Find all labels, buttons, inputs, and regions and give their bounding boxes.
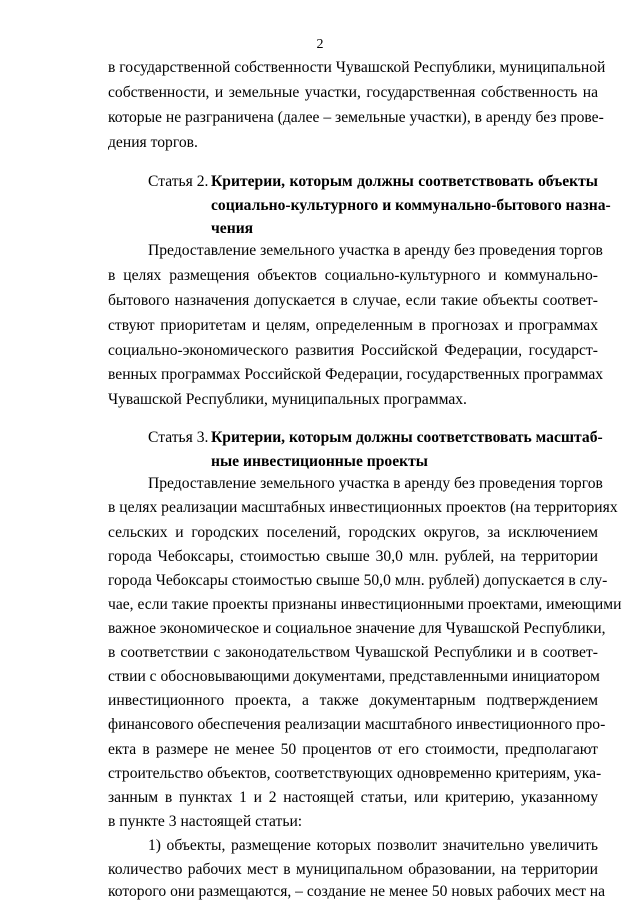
article-3-item-1-line: количество рабочих мест в муниципальном образовании, на территории xyxy=(108,861,598,878)
article-2-title-line: чения xyxy=(211,220,254,237)
intro-line: собственности, и земельные участки, государственная собственность на xyxy=(108,84,598,101)
article-3-body-line: города Чебоксары, стоимостью свыше 30,0 млн. рублей, на территории xyxy=(108,548,598,565)
article-3-body-line: Предоставление земельного участка в аренду без проведения торгов xyxy=(148,475,603,492)
page-number: 2 xyxy=(316,37,324,52)
article-3-title-line: Критерии, которым должны соответствовать масштаб- xyxy=(211,429,603,446)
article-3-body-line: екта в размере не менее 50 процентов от его стоимости, предполагают xyxy=(108,741,598,758)
article-2-body-line: ствуют приоритетам и целям, определенным в прогнозах и программах xyxy=(108,317,598,334)
article-3-body-line: в пункте 3 настоящей статьи: xyxy=(108,813,303,830)
article-3-body-line: ствии с обосновывающими документами, представленными инициатором xyxy=(108,668,600,685)
article-3-body-line: важное экономическое и социальное значение для Чувашской Республики, xyxy=(108,620,606,637)
article-2-body-line: Чувашской Республики, муниципальных программах. xyxy=(108,391,467,408)
article-3-item-1-line: 1) объекты, размещение которых позволит значительно увеличить xyxy=(148,837,598,854)
article-3-body-line: занным в пунктах 1 и 2 настоящей статьи, или критерию, указанному xyxy=(108,789,598,806)
article-3-item-1-line: которого они размещаются, – создание не менее 50 новых рабочих мест на xyxy=(108,883,606,900)
article-2-body-line: социально-экономического развития Российской Федерации, государст- xyxy=(108,342,598,359)
article-2-body-line: венных программах Российской Федерации, государственных программах xyxy=(108,366,604,383)
article-3-label: Статья 3. xyxy=(148,429,209,446)
article-3-body-line: города Чебоксары стоимостью свыше 50,0 млн. рублей) допускается в слу- xyxy=(108,572,608,589)
intro-line: которые не разграничена (далее – земельные участки), в аренду без прове- xyxy=(108,109,604,126)
article-2-body-line: Предоставление земельного участка в аренду без проведения торгов xyxy=(148,242,603,259)
article-3-body-line: чае, если такие проекты признаны инвестиционными проектами, имеющими xyxy=(108,596,622,613)
article-3-title-line: ные инвестиционные проекты xyxy=(211,453,428,470)
article-3-body-line: в соответствии с законодательством Чувашской Республики и в соответ- xyxy=(108,644,598,661)
article-3-body-line: инвестиционного проекта, а также документарным подтверждением xyxy=(108,692,598,709)
intro-line: в государственной собственности Чувашской Республики, муниципальной xyxy=(108,59,606,76)
article-2-body-line: бытового назначения допускается в случае, если такие объекты соответ- xyxy=(108,292,598,309)
article-2-title-line: социально-культурного и коммунально-бытового назна- xyxy=(211,197,611,214)
article-3-body-line: в целях реализации масштабных инвестиционных проектов (на территориях xyxy=(108,499,618,516)
article-2-body-line: в целях размещения объектов социально-культурного и коммунально- xyxy=(108,267,598,284)
article-3-body-line: сельских и городских поселений, городских округов, за исключением xyxy=(108,524,598,541)
article-3-body-line: финансового обеспечения реализации масштабного инвестиционного про- xyxy=(108,716,606,733)
article-2-title-line: Критерии, которым должны соответствовать объекты xyxy=(211,173,598,190)
article-3-body-line: строительство объектов, соответствующих одновременно критериям, ука- xyxy=(108,765,602,782)
article-2-label: Статья 2. xyxy=(148,173,209,190)
intro-line: дения торгов. xyxy=(108,134,198,151)
